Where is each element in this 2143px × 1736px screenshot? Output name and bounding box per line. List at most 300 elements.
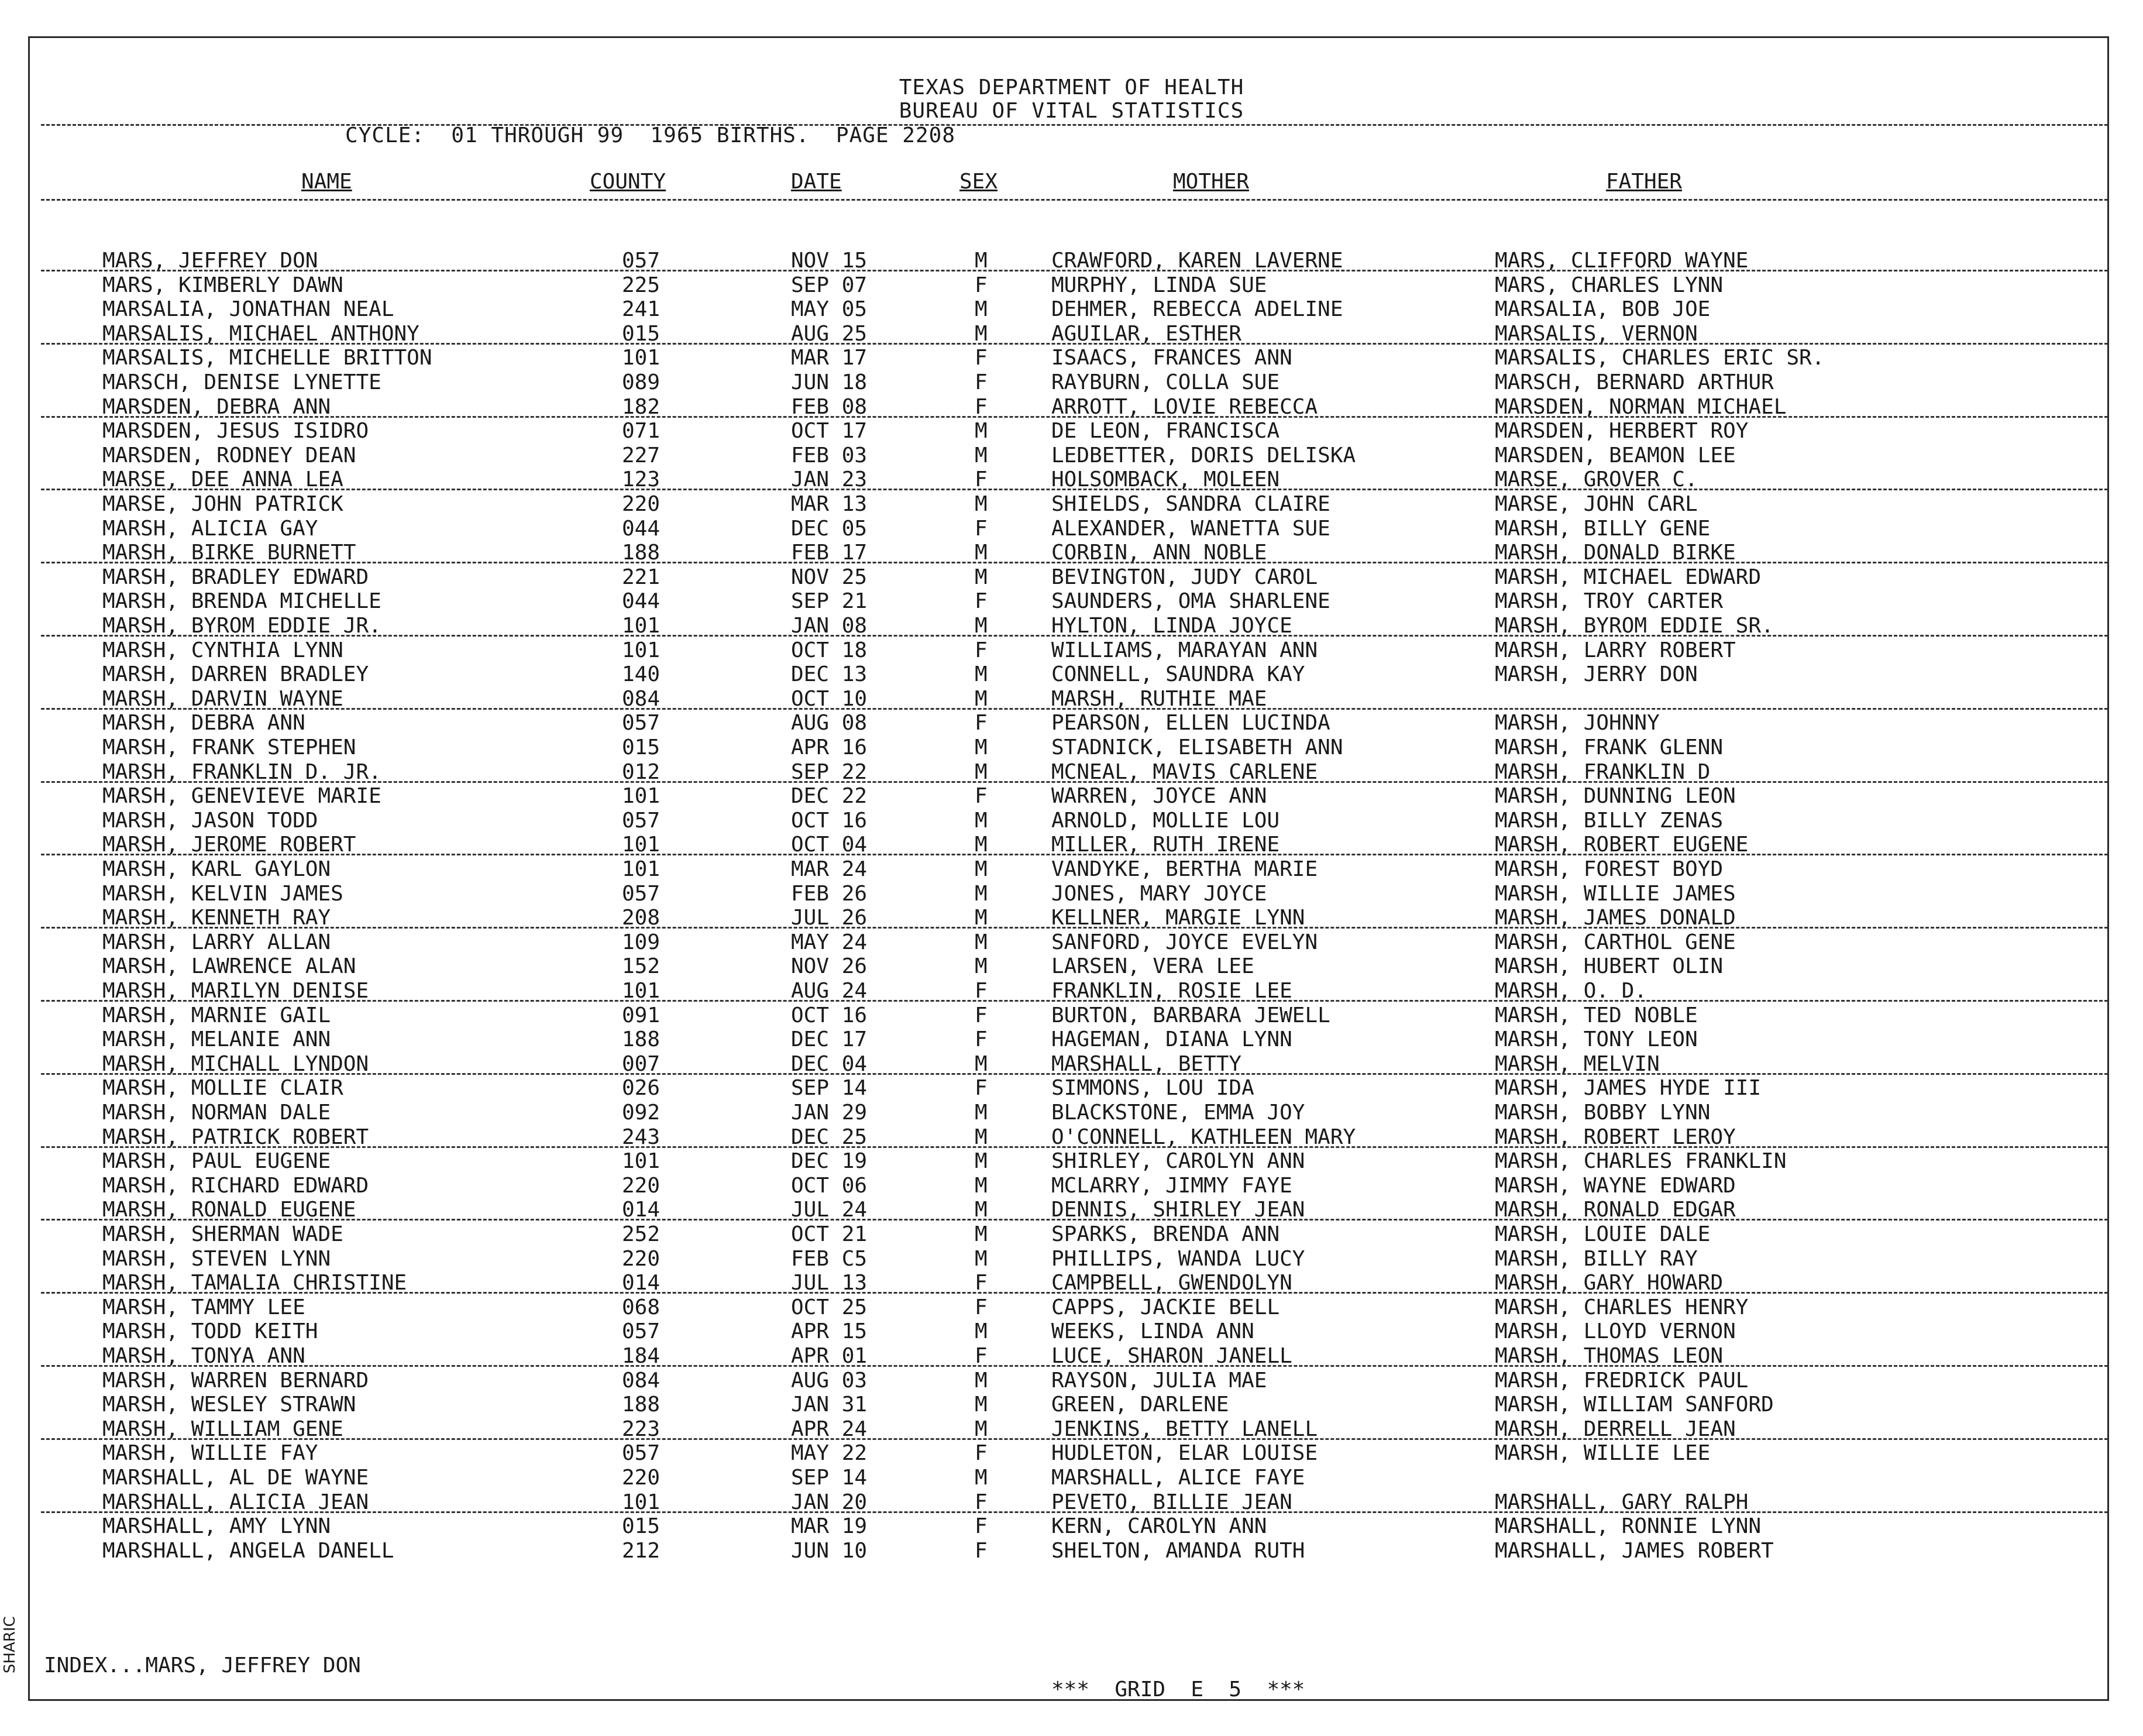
table-row [0,614,2143,638]
cell-father: MARSH, CHARLES HENRY [1495,1295,1749,1319]
cell-mother: HUDLETON, ELAR LOUISE [1051,1441,1318,1465]
cell-father: MARSE, GROVER C. [1495,467,1698,491]
cell-name: MARSH, LARRY ALLAN [102,930,331,954]
cell-county: 057 [622,1319,661,1343]
cell-sex: F [975,346,988,370]
cell-name: MARSH, BYROM EDDIE JR. [102,614,381,638]
cell-mother: STADNICK, ELISABETH ANN [1051,735,1343,759]
cell-mother: MCNEAL, MAVIS CARLENE [1051,760,1318,784]
cell-name: MARSE, JOHN PATRICK [102,492,343,516]
cell-county: 044 [622,589,661,613]
cell-sex: M [975,735,988,759]
cell-father: MARSH, ROBERT LEROY [1495,1125,1736,1149]
cell-sex: F [975,517,988,541]
cell-sex: M [975,614,988,638]
cell-name: MARSH, BIRKE BURNETT [102,541,356,565]
cell-mother: CAMPBELL, GWENDOLYN [1051,1271,1292,1295]
cell-father: MARSDEN, NORMAN MICHAEL [1495,395,1787,419]
index-label: INDEX...MARS, JEFFREY DON [44,1654,361,1677]
cell-sex: M [975,565,988,589]
cell-mother: ISAACS, FRANCES ANN [1051,346,1292,370]
cell-county: 057 [622,1441,661,1465]
cell-father: MARSH, LLOYD VERNON [1495,1319,1736,1343]
cell-name: MARSH, DEBRA ANN [102,711,305,735]
table-row [0,565,2143,589]
cell-name: MARSH, MARNIE GAIL [102,1003,331,1027]
cell-father: MARSDEN, BEAMON LEE [1495,444,1736,467]
cell-sex: F [975,1539,988,1563]
cell-mother: ARROTT, LOVIE REBECCA [1051,395,1318,419]
cell-county: 221 [622,565,661,589]
cell-father: MARSDEN, HERBERT ROY [1495,419,1749,443]
cell-date: MAY 05 [791,297,868,321]
table-row [0,370,2143,394]
cell-mother: HYLTON, LINDA JOYCE [1051,614,1292,638]
cell-county: 084 [622,1369,661,1393]
cell-name: MARSH, MOLLIE CLAIR [102,1076,343,1100]
cell-county: 220 [622,1466,661,1490]
cell-county: 182 [622,395,661,419]
cell-sex: M [975,1149,988,1173]
cell-sex: M [975,662,988,686]
cell-father: MARSH, MICHAEL EDWARD [1495,565,1762,589]
cell-sex: M [975,1466,988,1490]
cell-mother: PHILLIPS, WANDA LUCY [1051,1247,1305,1271]
cell-county: 220 [622,1174,661,1198]
cell-county: 101 [622,979,661,1003]
cell-father: MARSH, JERRY DON [1495,662,1698,686]
cell-name: MARSH, GENEVIEVE MARIE [102,784,381,808]
cell-mother: ALEXANDER, WANETTA SUE [1051,517,1330,541]
cell-father: MARSALIS, VERNON [1495,322,1698,346]
cell-county: 084 [622,687,661,711]
cell-sex: F [975,467,988,491]
cell-date: MAY 24 [791,930,868,954]
cell-date: DEC 22 [791,784,868,808]
cell-father: MARSH, CARTHOL GENE [1495,930,1736,954]
table-row [0,1441,2143,1465]
cell-name: MARSDEN, JESUS ISIDRO [102,419,369,443]
cell-county: 101 [622,638,661,662]
cell-date: NOV 26 [791,954,868,978]
cell-father: MARSH, BILLY ZENAS [1495,809,1724,833]
cycle-line: CYCLE: 01 THROUGH 99 1965 BIRTHS. PAGE 2208 [345,123,955,147]
cell-sex: M [975,954,988,978]
cell-county: 243 [622,1125,661,1149]
cell-date: OCT 06 [791,1174,868,1198]
margin-stamp: SHARIC [1,1616,19,1673]
cell-name: MARSH, MICHALL LYNDON [102,1052,369,1076]
cell-father: MARSH, HUBERT OLIN [1495,954,1724,978]
cell-name: MARSALIS, MICHAEL ANTHONY [102,322,419,346]
cell-mother: WARREN, JOYCE ANN [1051,784,1267,808]
cell-father: MARSH, BILLY RAY [1495,1247,1698,1271]
cell-father: MARSH, BILLY GENE [1495,517,1711,541]
cell-county: 188 [622,1027,661,1051]
cell-father: MARSH, WAYNE EDWARD [1495,1174,1736,1198]
table-row [0,882,2143,906]
cell-date: SEP 21 [791,589,868,613]
table-row [0,419,2143,443]
table-row [0,467,2143,491]
cell-father: MARSALIS, CHARLES ERIC SR. [1495,346,1825,370]
cell-sex: M [975,882,988,906]
cell-date: JAN 08 [791,614,868,638]
cell-mother: KERN, CAROLYN ANN [1051,1514,1267,1538]
table-row [0,541,2143,565]
cell-father: MARSH, FOREST BOYD [1495,857,1724,881]
cell-county: 188 [622,1393,661,1417]
cell-sex: F [975,1027,988,1051]
table-row [0,395,2143,419]
cell-father: MARSH, BYROM EDDIE SR. [1495,614,1774,638]
cell-name: MARSH, BRADLEY EDWARD [102,565,369,589]
cell-mother: WEEKS, LINDA ANN [1051,1319,1254,1343]
cell-mother: PEARSON, ELLEN LUCINDA [1051,711,1330,735]
cell-mother: GREEN, DARLENE [1051,1393,1229,1417]
cell-father: MARSH, O. D. [1495,979,1647,1003]
cell-sex: M [975,541,988,565]
column-header-rule [41,199,2108,201]
cell-date: OCT 04 [791,833,868,857]
cell-father: MARSALIA, BOB JOE [1495,297,1711,321]
cell-date: OCT 10 [791,687,868,711]
cell-father: MARSH, TROY CARTER [1495,589,1724,613]
table-row [0,1369,2143,1393]
column-header-date: DATE [791,170,842,194]
cell-name: MARSALIA, JONATHAN NEAL [102,297,394,321]
cell-father: MARSH, LOUIE DALE [1495,1222,1711,1246]
cell-sex: M [975,1174,988,1198]
cell-name: MARSE, DEE ANNA LEA [102,467,343,491]
cell-name: MARSH, JASON TODD [102,809,318,833]
cell-name: MARSH, WILLIE FAY [102,1441,318,1465]
cell-sex: M [975,322,988,346]
cell-father: MARSH, FREDRICK PAUL [1495,1369,1749,1393]
table-row [0,1514,2143,1538]
cell-date: DEC 17 [791,1027,868,1051]
table-row [0,1295,2143,1319]
cell-date: JAN 20 [791,1490,868,1514]
cell-date: NOV 15 [791,249,868,273]
cell-sex: F [975,784,988,808]
cell-mother: SANFORD, JOYCE EVELYN [1051,930,1318,954]
cell-date: AUG 03 [791,1369,868,1393]
cell-mother: JENKINS, BETTY LANELL [1051,1417,1318,1441]
cell-date: JUL 13 [791,1271,868,1295]
cell-mother: CORBIN, ANN NOBLE [1051,541,1267,565]
table-row [0,1319,2143,1343]
cell-county: 101 [622,857,661,881]
cell-name: MARSH, FRANKLIN D. JR. [102,760,381,784]
cell-sex: F [975,1514,988,1538]
footer [0,1630,2143,1701]
cell-father: MARSH, RONALD EDGAR [1495,1198,1736,1222]
cell-date: MAR 24 [791,857,868,881]
table-row [0,662,2143,686]
cell-county: 227 [622,444,661,467]
cell-father: MARSH, JAMES DONALD [1495,906,1736,930]
cell-date: FEB 08 [791,395,868,419]
cell-mother: SHIRLEY, CAROLYN ANN [1051,1149,1305,1173]
cell-name: MARSH, SHERMAN WADE [102,1222,343,1246]
cell-date: DEC 13 [791,662,868,686]
cell-sex: F [975,395,988,419]
cell-sex: F [975,1344,988,1368]
cell-name: MARSH, BRENDA MICHELLE [102,589,381,613]
cell-county: 109 [622,930,661,954]
table-row [0,1027,2143,1051]
table-row [0,1539,2143,1563]
cell-father: MARSHALL, GARY RALPH [1495,1490,1749,1514]
cell-mother: SAUNDERS, OMA SHARLENE [1051,589,1330,613]
cell-county: 223 [622,1417,661,1441]
cell-name: MARSH, KARL GAYLON [102,857,331,881]
cell-sex: F [975,1295,988,1319]
table-row [0,1247,2143,1271]
cell-father: MARSH, WILLIAM SANFORD [1495,1393,1774,1417]
table-row [0,1393,2143,1417]
cell-mother: MURPHY, LINDA SUE [1051,273,1267,297]
cell-mother: BLACKSTONE, EMMA JOY [1051,1101,1305,1125]
cell-date: MAR 13 [791,492,868,516]
table-row [0,249,2143,273]
cell-sex: M [975,809,988,833]
cell-date: DEC 05 [791,517,868,541]
cell-sex: M [975,1222,988,1246]
cell-date: MAY 22 [791,1441,868,1465]
cell-date: OCT 17 [791,419,868,443]
cell-mother: CRAWFORD, KAREN LAVERNE [1051,249,1343,273]
cell-sex: F [975,1441,988,1465]
cell-name: MARSH, LAWRENCE ALAN [102,954,356,978]
cell-county: 015 [622,322,661,346]
cell-county: 057 [622,249,661,273]
cell-mother: SPARKS, BRENDA ANN [1051,1222,1280,1246]
cell-sex: M [975,857,988,881]
cell-name: MARSHALL, ALICIA JEAN [102,1490,369,1514]
cell-county: 101 [622,1490,661,1514]
cell-name: MARSDEN, RODNEY DEAN [102,444,356,467]
cell-name: MARSH, CYNTHIA LYNN [102,638,343,662]
cell-county: 057 [622,882,661,906]
cell-father: MARS, CHARLES LYNN [1495,273,1724,297]
cell-date: AUG 25 [791,322,868,346]
cell-mother: MARSHALL, BETTY [1051,1052,1242,1076]
cell-father: MARSH, ROBERT EUGENE [1495,833,1749,857]
cell-father: MARSH, DONALD BIRKE [1495,541,1736,565]
cell-county: 220 [622,492,661,516]
grid-label: *** GRID E 5 *** [1051,1677,1305,1701]
cell-mother: WILLIAMS, MARAYAN ANN [1051,638,1318,662]
cell-date: FEB 03 [791,444,868,467]
cell-name: MARSH, TAMALIA CHRISTINE [102,1271,407,1295]
table-row [0,297,2143,321]
cell-mother: AGUILAR, ESTHER [1051,322,1242,346]
department-title: TEXAS DEPARTMENT OF HEALTH [899,75,1244,99]
cell-date: SEP 14 [791,1076,868,1100]
cell-mother: DENNIS, SHIRLEY JEAN [1051,1198,1305,1222]
cell-county: 091 [622,1003,661,1027]
table-row [0,1198,2143,1222]
cell-mother: RAYBURN, COLLA SUE [1051,370,1280,394]
cell-mother: LUCE, SHARON JANELL [1051,1344,1292,1368]
cell-county: 188 [622,541,661,565]
cell-sex: M [975,833,988,857]
cell-name: MARSH, TODD KEITH [102,1319,318,1343]
cell-sex: F [975,1271,988,1295]
bureau-title: BUREAU OF VITAL STATISTICS [899,99,1244,123]
cell-mother: LEDBETTER, DORIS DELISKA [1051,444,1356,467]
cell-father: MARS, CLIFFORD WAYNE [1495,249,1749,273]
cell-mother: SHELTON, AMANDA RUTH [1051,1539,1305,1563]
cell-mother: RAYSON, JULIA MAE [1051,1369,1267,1393]
cell-date: JUN 10 [791,1539,868,1563]
cell-county: 007 [622,1052,661,1076]
table-row [0,517,2143,541]
cell-date: FEB 17 [791,541,868,565]
cell-mother: O'CONNELL, KATHLEEN MARY [1051,1125,1356,1149]
cell-date: APR 01 [791,1344,868,1368]
cell-name: MARSHALL, AMY LYNN [102,1514,331,1538]
cell-county: 026 [622,1076,661,1100]
cell-name: MARSH, RICHARD EDWARD [102,1174,369,1198]
cell-father: MARSH, DUNNING LEON [1495,784,1736,808]
cell-county: 014 [622,1198,661,1222]
cell-sex: M [975,249,988,273]
table-row [0,906,2143,930]
cell-date: NOV 25 [791,565,868,589]
cell-mother: SHIELDS, SANDRA CLAIRE [1051,492,1330,516]
cell-date: JAN 23 [791,467,868,491]
cell-mother: CONNELL, SAUNDRA KAY [1051,662,1305,686]
cell-sex: M [975,297,988,321]
cell-date: OCT 16 [791,1003,868,1027]
cell-name: MARSH, KENNETH RAY [102,906,331,930]
cell-name: MARSH, MELANIE ANN [102,1027,331,1051]
cell-mother: MILLER, RUTH IRENE [1051,833,1280,857]
cell-mother: FRANKLIN, ROSIE LEE [1051,979,1292,1003]
cell-mother: LARSEN, VERA LEE [1051,954,1254,978]
cell-county: 068 [622,1295,661,1319]
cell-name: MARSH, PAUL EUGENE [102,1149,331,1173]
cell-date: DEC 25 [791,1125,868,1149]
cell-county: 101 [622,614,661,638]
cell-county: 101 [622,1149,661,1173]
table-row [0,1344,2143,1368]
cell-name: MARSH, MARILYN DENISE [102,979,369,1003]
cell-county: 044 [622,517,661,541]
cell-mother: CAPPS, JACKIE BELL [1051,1295,1280,1319]
cell-mother: HOLSOMBACK, MOLEEN [1051,467,1280,491]
cell-sex: F [975,1076,988,1100]
cell-date: JUL 26 [791,906,868,930]
cell-date: OCT 21 [791,1222,868,1246]
cell-county: 089 [622,370,661,394]
cell-date: SEP 07 [791,273,868,297]
table-row [0,322,2143,346]
cell-name: MARSH, DARREN BRADLEY [102,662,369,686]
cell-mother: SIMMONS, LOU IDA [1051,1076,1254,1100]
cell-date: FEB 26 [791,882,868,906]
cell-date: APR 15 [791,1319,868,1343]
cell-mother: KELLNER, MARGIE LYNN [1051,906,1305,930]
cell-father: MARSH, LARRY ROBERT [1495,638,1736,662]
cell-county: 220 [622,1247,661,1271]
table-row [0,638,2143,662]
cell-sex: M [975,1125,988,1149]
cell-sex: M [975,1198,988,1222]
cell-county: 184 [622,1344,661,1368]
cell-county: 140 [622,662,661,686]
cell-sex: F [975,589,988,613]
table-row [0,492,2143,516]
cell-county: 208 [622,906,661,930]
cell-sex: F [975,979,988,1003]
cell-date: APR 24 [791,1417,868,1441]
cell-name: MARSH, TONYA ANN [102,1344,305,1368]
cell-date: JUL 24 [791,1198,868,1222]
cell-sex: M [975,906,988,930]
cell-sex: M [975,1052,988,1076]
cell-county: 225 [622,273,661,297]
table-row [0,979,2143,1003]
cell-father: MARSH, FRANK GLENN [1495,735,1724,759]
cell-date: FEB C5 [791,1247,868,1271]
cell-sex: F [975,273,988,297]
cell-sex: M [975,760,988,784]
cell-name: MARSDEN, DEBRA ANN [102,395,331,419]
column-header-name: NAME [301,170,352,194]
cell-county: 014 [622,1271,661,1295]
table-row [0,711,2143,735]
table-row [0,444,2143,467]
cell-county: 092 [622,1101,661,1125]
cell-name: MARSH, WESLEY STRAWN [102,1393,356,1417]
cell-date: DEC 04 [791,1052,868,1076]
cell-date: APR 16 [791,735,868,759]
cell-name: MARSHALL, ANGELA DANELL [102,1539,394,1563]
cell-name: MARSH, PATRICK ROBERT [102,1125,369,1149]
cell-father: MARSHALL, RONNIE LYNN [1495,1514,1762,1538]
table-row [0,1003,2143,1027]
cell-father: MARSHALL, JAMES ROBERT [1495,1539,1774,1563]
cell-father: MARSH, CHARLES FRANKLIN [1495,1149,1787,1173]
cell-father: MARSE, JOHN CARL [1495,492,1698,516]
table-row [0,930,2143,954]
cell-sex: M [975,1417,988,1441]
cell-name: MARSHALL, AL DE WAYNE [102,1466,369,1490]
cell-mother: ARNOLD, MOLLIE LOU [1051,809,1280,833]
cell-mother: JONES, MARY JOYCE [1051,882,1267,906]
cell-father: MARSH, WILLIE JAMES [1495,882,1736,906]
cell-father: MARSH, THOMAS LEON [1495,1344,1724,1368]
cell-county: 152 [622,954,661,978]
table-row [0,784,2143,808]
cell-name: MARSCH, DENISE LYNETTE [102,370,381,394]
cell-county: 057 [622,809,661,833]
cell-date: DEC 19 [791,1149,868,1173]
cell-father: MARSH, FRANKLIN D [1495,760,1711,784]
cell-father: MARSH, BOBBY LYNN [1495,1101,1711,1125]
table-row [0,687,2143,711]
cell-sex: M [975,419,988,443]
cell-mother: DEHMER, REBECCA ADELINE [1051,297,1343,321]
cell-sex: F [975,711,988,735]
cell-father: MARSH, MELVIN [1495,1052,1660,1076]
cell-mother: HAGEMAN, DIANA LYNN [1051,1027,1292,1051]
cell-father: MARSH, JAMES HYDE III [1495,1076,1762,1100]
